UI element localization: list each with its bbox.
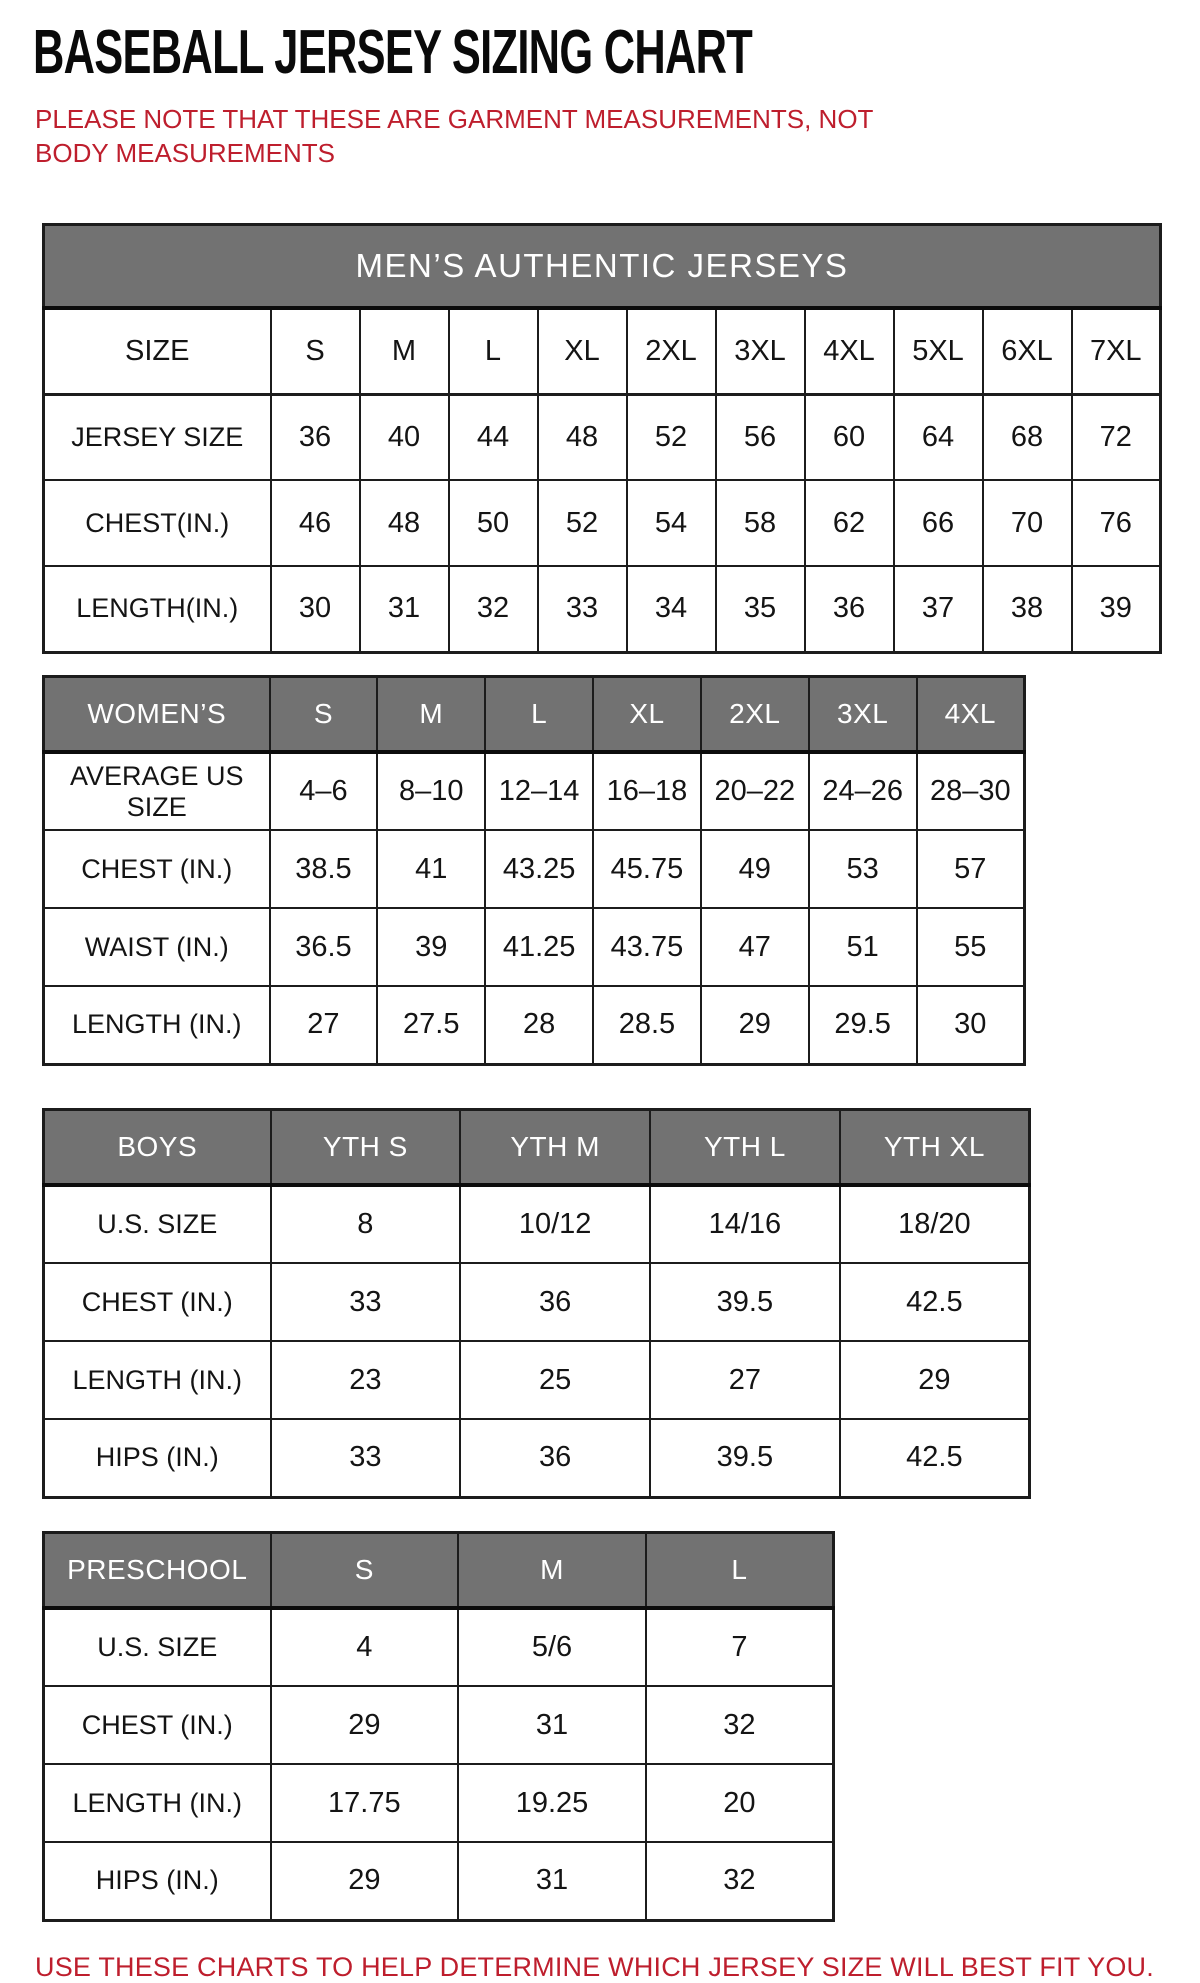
cell-value: 45.75 [593, 830, 701, 908]
cell-value: 37 [894, 566, 983, 652]
cell-value: 39 [1072, 566, 1161, 652]
cell-value: 76 [1072, 480, 1161, 566]
table-row [44, 480, 1161, 566]
table-row [44, 830, 1025, 908]
cell-value: 33 [538, 566, 627, 652]
footer-advice-text: USE THESE CHARTS TO HELP DETERMINE WHICH JERSEY SIZE WILL BEST FIT YOU. [35, 1951, 1154, 1982]
cell-value: 60 [805, 394, 894, 480]
table-header-row [44, 1109, 1030, 1185]
cell-value: 28 [485, 986, 593, 1064]
table-row [44, 986, 1025, 1064]
table-row [44, 1764, 834, 1842]
cell-value: 66 [894, 480, 983, 566]
cell-value: 52 [627, 394, 716, 480]
cell-value: 55 [917, 908, 1025, 986]
cell-value: 39 [377, 908, 485, 986]
cell-value: 25 [460, 1341, 650, 1419]
garment-measurement-note: PLEASE NOTE THAT THESE ARE GARMENT MEASUREMENTS, NOT BODY MEASUREMENTS [35, 104, 873, 168]
page-title: BASEBALL JERSEY SIZING CHART [33, 18, 753, 87]
table-banner-row [44, 224, 1161, 308]
column-header: M [360, 308, 449, 394]
column-header: M [458, 1532, 646, 1608]
table-row [44, 1842, 834, 1920]
cell-value: 64 [894, 394, 983, 480]
cell-value: 24–26 [809, 752, 917, 830]
cell-value: 4–6 [270, 752, 378, 830]
cell-value: 42.5 [840, 1263, 1030, 1341]
column-header: 3XL [809, 676, 917, 752]
row-label: JERSEY SIZE [44, 394, 271, 480]
column-header: L [449, 308, 538, 394]
header-label: PRESCHOOL [44, 1532, 271, 1608]
column-header: 2XL [627, 308, 716, 394]
column-header: 4XL [917, 676, 1025, 752]
cell-value: 57 [917, 830, 1025, 908]
table-row [44, 908, 1025, 986]
table-row [44, 1608, 834, 1686]
cell-value: 31 [360, 566, 449, 652]
mens-sizing-table [42, 223, 1162, 654]
womens-sizing-table [42, 675, 1026, 1066]
mens-table-section [42, 223, 1200, 654]
cell-value: 19.25 [458, 1764, 646, 1842]
cell-value: 20 [646, 1764, 834, 1842]
row-label: WAIST (IN.) [44, 908, 270, 986]
cell-value: 30 [917, 986, 1025, 1064]
cell-value: 36 [460, 1419, 650, 1497]
cell-value: 8 [271, 1185, 461, 1263]
cell-value: 8–10 [377, 752, 485, 830]
cell-value: 38.5 [270, 830, 378, 908]
cell-value: 47 [701, 908, 809, 986]
column-header: YTH S [271, 1109, 461, 1185]
column-header: YTH M [460, 1109, 650, 1185]
cell-value: 27 [650, 1341, 840, 1419]
cell-value: 56 [716, 394, 805, 480]
cell-value: 54 [627, 480, 716, 566]
table-row [44, 1419, 1030, 1497]
column-header: 3XL [716, 308, 805, 394]
column-header: YTH L [650, 1109, 840, 1185]
row-label: AVERAGE US SIZE [44, 752, 270, 830]
table-row [44, 394, 1161, 480]
table-row [44, 1341, 1030, 1419]
row-label: LENGTH (IN.) [44, 1764, 271, 1842]
cell-value: 58 [716, 480, 805, 566]
header-label: SIZE [44, 308, 271, 394]
cell-value: 27.5 [377, 986, 485, 1064]
cell-value: 46 [271, 480, 360, 566]
table-row [44, 752, 1025, 830]
cell-value: 53 [809, 830, 917, 908]
boys-sizing-table [42, 1108, 1031, 1499]
cell-value: 43.25 [485, 830, 593, 908]
row-label: LENGTH (IN.) [44, 1341, 271, 1419]
cell-value: 23 [271, 1341, 461, 1419]
cell-value: 36 [271, 394, 360, 480]
cell-value: 31 [458, 1842, 646, 1920]
cell-value: 42.5 [840, 1419, 1030, 1497]
cell-value: 16–18 [593, 752, 701, 830]
table-header-row [44, 676, 1025, 752]
cell-value: 40 [360, 394, 449, 480]
cell-value: 50 [449, 480, 538, 566]
column-header: 4XL [805, 308, 894, 394]
column-header: M [377, 676, 485, 752]
column-header: 5XL [894, 308, 983, 394]
column-header: S [270, 676, 378, 752]
cell-value: 34 [627, 566, 716, 652]
table-row [44, 1263, 1030, 1341]
table-header-row [44, 1532, 834, 1608]
cell-value: 36 [460, 1263, 650, 1341]
row-label: CHEST (IN.) [44, 1686, 271, 1764]
cell-value: 39.5 [650, 1419, 840, 1497]
cell-value: 70 [983, 480, 1072, 566]
column-header: 2XL [701, 676, 809, 752]
cell-value: 17.75 [271, 1764, 459, 1842]
cell-value: 68 [983, 394, 1072, 480]
cell-value: 29 [271, 1842, 459, 1920]
cell-value: 51 [809, 908, 917, 986]
row-label: CHEST(IN.) [44, 480, 271, 566]
cell-value: 29 [271, 1686, 459, 1764]
cell-value: 35 [716, 566, 805, 652]
table-row [44, 566, 1161, 652]
cell-value: 36.5 [270, 908, 378, 986]
cell-value: 33 [271, 1419, 461, 1497]
cell-value: 38 [983, 566, 1072, 652]
cell-value: 5/6 [458, 1608, 646, 1686]
cell-value: 29 [840, 1341, 1030, 1419]
table-banner: MEN’S AUTHENTIC JERSEYS [44, 224, 1161, 308]
cell-value: 4 [271, 1608, 459, 1686]
column-header: XL [538, 308, 627, 394]
row-label: LENGTH(IN.) [44, 566, 271, 652]
header-label: WOMEN’S [44, 676, 270, 752]
cell-value: 32 [646, 1686, 834, 1764]
column-header: XL [593, 676, 701, 752]
cell-value: 29.5 [809, 986, 917, 1064]
column-header: L [646, 1532, 834, 1608]
cell-value: 14/16 [650, 1185, 840, 1263]
column-header: S [271, 308, 360, 394]
cell-value: 72 [1072, 394, 1161, 480]
table-row [44, 1686, 834, 1764]
column-header: 7XL [1072, 308, 1161, 394]
cell-value: 28–30 [917, 752, 1025, 830]
cell-value: 48 [360, 480, 449, 566]
cell-value: 28.5 [593, 986, 701, 1064]
column-header: YTH XL [840, 1109, 1030, 1185]
table-header-row [44, 308, 1161, 394]
cell-value: 20–22 [701, 752, 809, 830]
cell-value: 41 [377, 830, 485, 908]
cell-value: 10/12 [460, 1185, 650, 1263]
row-label: LENGTH (IN.) [44, 986, 270, 1064]
cell-value: 18/20 [840, 1185, 1030, 1263]
cell-value: 52 [538, 480, 627, 566]
cell-value: 7 [646, 1608, 834, 1686]
cell-value: 32 [646, 1842, 834, 1920]
row-label: HIPS (IN.) [44, 1842, 271, 1920]
header-label: BOYS [44, 1109, 271, 1185]
row-label: U.S. SIZE [44, 1185, 271, 1263]
row-label: CHEST (IN.) [44, 830, 270, 908]
cell-value: 49 [701, 830, 809, 908]
cell-value: 36 [805, 566, 894, 652]
cell-value: 33 [271, 1263, 461, 1341]
cell-value: 30 [271, 566, 360, 652]
row-label: CHEST (IN.) [44, 1263, 271, 1341]
cell-value: 31 [458, 1686, 646, 1764]
table-row [44, 1185, 1030, 1263]
cell-value: 44 [449, 394, 538, 480]
cell-value: 62 [805, 480, 894, 566]
cell-value: 32 [449, 566, 538, 652]
cell-value: 41.25 [485, 908, 593, 986]
preschool-table-section [42, 1531, 1200, 1922]
sizing-tables-container [42, 223, 1200, 1922]
cell-value: 39.5 [650, 1263, 840, 1341]
cell-value: 27 [270, 986, 378, 1064]
boys-table-section [42, 1108, 1200, 1499]
cell-value: 48 [538, 394, 627, 480]
column-header: 6XL [983, 308, 1072, 394]
womens-table-section [42, 675, 1200, 1066]
cell-value: 12–14 [485, 752, 593, 830]
cell-value: 43.75 [593, 908, 701, 986]
column-header: S [271, 1532, 459, 1608]
row-label: HIPS (IN.) [44, 1419, 271, 1497]
column-header: L [485, 676, 593, 752]
row-label: U.S. SIZE [44, 1608, 271, 1686]
cell-value: 29 [701, 986, 809, 1064]
preschool-sizing-table [42, 1531, 835, 1922]
